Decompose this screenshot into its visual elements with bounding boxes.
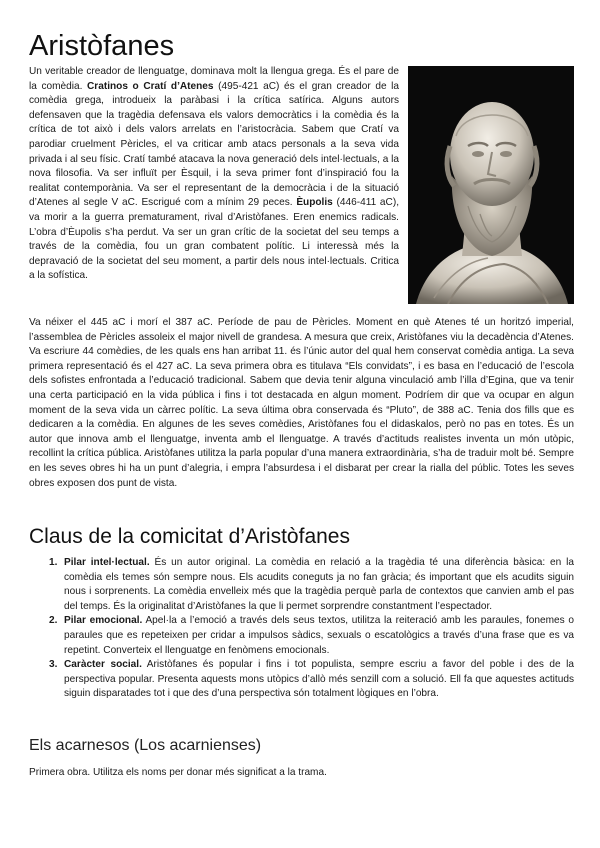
list-number: 2. [49,615,58,627]
intro-paragraph [29,65,399,284]
intro-text-2: (495-421 aC) és el gran creador de la comèdia grega, introdueix la paràbasi i la crítica satírica. Alguns autors defensaven que la tragèdia defensava els valors democràtics i la comèdia és la crítica de tot això i dels valors arrelats en l’aristocràcia. Sabem que Cratí va parodiar cruelment Pèricles, el va criticar amb atacs personals a la seva vida privada i al seu físic. Cratí també atacava la nova generació dels intel·lectuals, a la nova filosofia. Va ser influït per Èsquil, i la seva primer font d’inspiració fou la realitat contemporània. Va ser el representant de la democràcia i de la situació d’Atenes al segle V aC. Escrigué com a mínim 29 peces. [29,80,400,209]
list-item-text: És un autor original. La comèdia en relació a la tragèdia té una diferència bàsica: en la comèdia els temes són sempre nous. Els acudits coneguts ja no fan gràcia; és important que els acudits siguin nous i sorprenents. La comèdia envelleix més que la tragèdia perquè parla de contextos que canvien amb el pas del temps. És la originalitat d’Aristòfanes la que li permet sorprendre constantment l’espectador. [64,557,574,612]
subheading-acarnesos: Els acarnesos (Los acarnienses) [29,737,262,754]
list-item [49,658,574,702]
intro-text-3: (446-411 aC), va morir a la guerra prematurament, rival d’Aristòfanes. Eren enemics radicals. L’obra d’Èupolis s’ha perdut. Va ser un gran crític de la societat del seu temps a través de la comèdia, fou un gran combatent polític. Li interessà més la depravació de la societat del seu moment, a partir dels nous intel·lectuals. Critica a la sofística. [29,197,399,282]
list-item-label: Caràcter social. [64,659,142,671]
cratinos-term: Cratinos o Cratí d’Atenes [87,80,214,92]
acarnesos-paragraph: Primera obra. Utilitza els noms per donar més significat a la trama. [29,767,327,778]
aristophanes-bust-image [408,66,574,304]
section-heading-claus: Claus de la comicitat d’Aristòfanes [29,525,350,548]
list-number: 1. [49,557,58,568]
list-number: 3. [49,659,58,671]
list-item [49,614,574,658]
list-item-text: Aristòfanes és popular i fins i tot populista, sempre escriu a favor del poble i des de la perspectiva popular. Presenta aquests mons utòpics d’allò més senzill com a solució. Ell fa que aquestes actituds siguin disparatades tot i que des d’una perspectiva són totalment lògiques en l’obra. [64,659,574,700]
eupolis-term: Èupolis [296,197,333,209]
list-item-label: Pilar intel·lectual. [64,557,150,568]
list-item-label: Pilar emocional. [64,615,143,627]
bust-illustration [408,66,574,304]
claus-list [49,556,574,702]
intro-text-1: Un veritable creador de llenguatge, dominava molt la llengua grega. És el pare de la comèdia. [29,66,399,92]
list-item-text: Apel·la a l’emoció a través dels seus textos, utilitza la reiteració amb les paraules, fonemes o paraules que es repeteixen per cridar a impulsos sàdics, sexuals o escatològics a través d’una frase que es va repetint. Converteix el llenguatge en fenòmens emocionals. [64,615,574,656]
list-item [49,556,574,614]
page-title: Aristòfanes [29,30,175,62]
biography-paragraph: Va néixer el 445 aC i morí el 387 aC. Període de pau de Pèricles. Moment en què Atenes té un horitzó imperial, l’assemblea de Pèricles assoleix el major nivell de grandesa. A mesura que creix, Aristòfanes viu la decadència d’Atenes. Va escriure 44 comèdies, de les quals ens han arribat 11. és l’únic autor del qual hem conservat comèdia antiga. La seva primera representació és el 427 aC. La seva primera obra es titulava “Els convidats”, i es basa en l’educació de l’escola dels sofistes enfrontada a l’educació tradicional. Sabem que devia tenir alguna vinculació amb l’illa d’Egina, que va tenir una certa participació en la vida pública i fins i tot destacada en algun moment. Podríem dir que va ocupar en algun moment de la seva vida un càrrec polític. La seva última obra conservada és “Pluto”, de 388 aC. Tenia dos fills que es dedicaren a la comèdia. En algunes de les seves comèdies, Aristòfanes fou el didaskalos, però no pas en totes. És un autor que innova amb el llenguatge, inventa amb el llenguatge. A través d’actituds realistes inventa un món utòpic, recollint la crítica pública. Aristòfanes utilitza la parla popular d’una manera extraordinària, s’ha de traduir molt bé. Sempre en les seves obres hi ha un punt d’alegria, i empra l’absurdesa i el disbarat per crear la rialla del públic. Totes les seves obres exposen dos punt de vista. [29,317,574,489]
